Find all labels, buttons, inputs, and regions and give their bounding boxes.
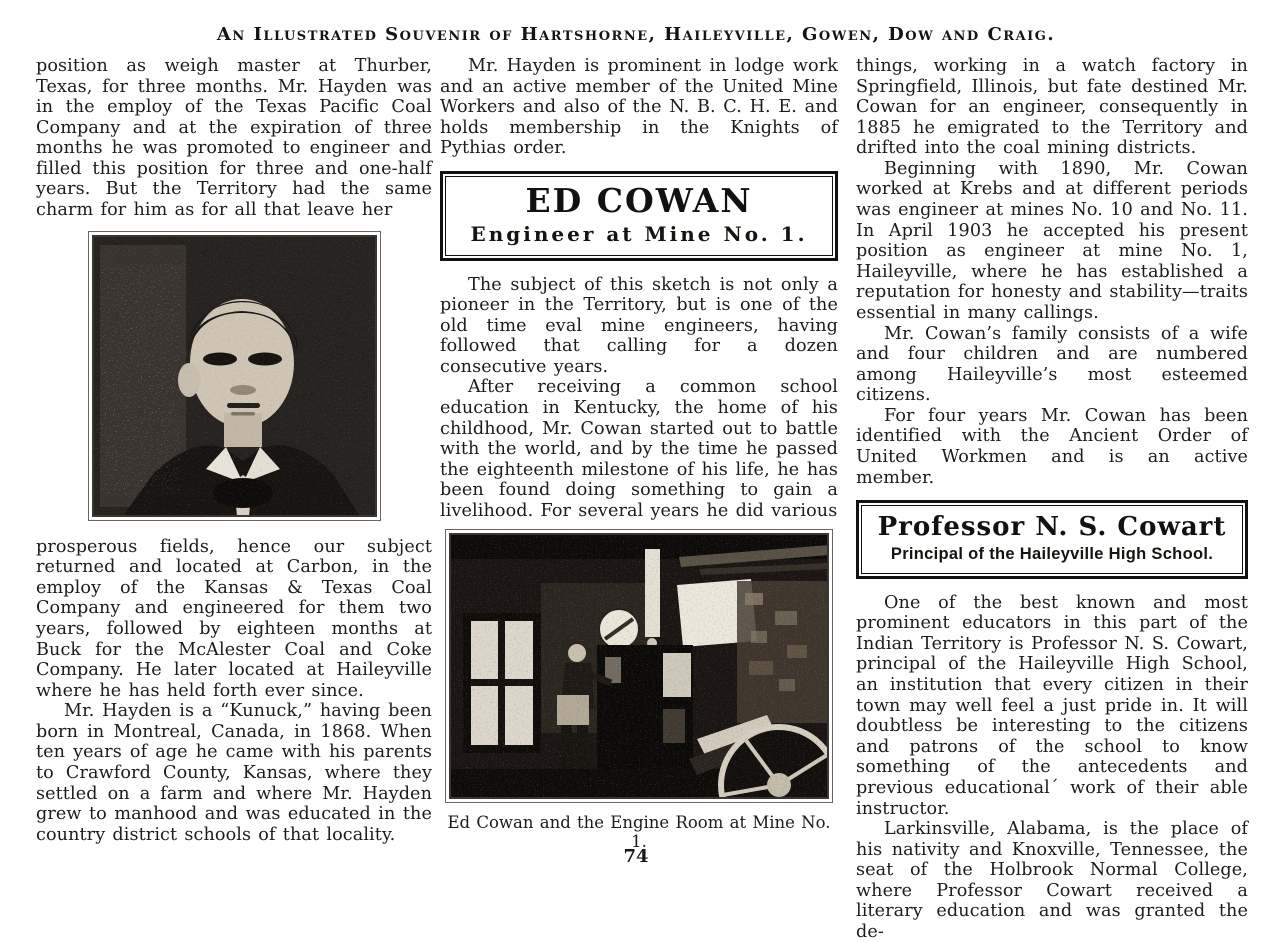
- portrait-photo-frame: [88, 231, 381, 521]
- cowart-headline-inner: [861, 505, 1243, 574]
- paragraph-cowan-kentucky: After receiving a common school education in Kentucky, the home of his childhood, Mr. Cowan started out to battle with the world, and by the time he passed the eighteenth milestone of his life, he has been found doing something to gain a livelihood. For several years he did various: [440, 377, 838, 521]
- ed-cowan-headline-inner: [445, 176, 833, 256]
- right-column: [856, 56, 1248, 943]
- hayden-portrait-photo: [88, 231, 381, 521]
- page-header-title: An Illustrated Souvenir of Hartshorne, Haileyville, Gowen, Dow and Craig.: [216, 24, 1056, 45]
- paragraph-hayden-lodge: Mr. Hayden is prominent in lodge work and an active member of the United Mine Workers and also of the N. B. C. H. E. and holds membership in the Knights of Pythias order.: [440, 56, 838, 159]
- paragraph-hayden-carbon: prosperous fields, hence our subject returned and located at Carbon, in the employ of the Kansas & Texas Coal Company and engineered for them two years, followed by eighteen months at Buck for the McAlester Coal and Coke Company. He later located at Haileyville where he has held forth ever since.: [36, 536, 432, 701]
- page-number: 74: [623, 846, 649, 867]
- paragraph-hayden-thurber: position as weigh master at Thurber, Texas, for three months. Mr. Hayden was in the employ of the Texas Pacific Coal Company and at the expiration of three months he was promoted to engineer and filled this position for three and one-half years. But the Territory had the same charm for him as for all that leave her: [36, 56, 432, 221]
- ed-cowan-title: ED COWAN: [525, 180, 753, 220]
- paragraph-cowan-workmen: For four years Mr. Cowan has been identified with the Ancient Order of United Workmen and is an active member.: [856, 405, 1248, 488]
- engine-room-photo: [445, 529, 833, 803]
- paragraph-cowart-larkinsville: Larkinsville, Alabama, is the place of his nativity and Knoxville, Tennessee, the seat of the Holbrook Normal College, where Professor Cowart received a literary education and was granted the de-: [856, 819, 1248, 942]
- paragraph-cowan-sketch: The subject of this sketch is not only a pioneer in the Territory, but is one of the old time eval mine engineers, having followed that calling for a dozen consecutive years.: [440, 274, 838, 377]
- paragraph-hayden-kunuck: Mr. Hayden is a “Kunuck,” having been born in Montreal, Canada, in 1868. When ten years of age he came with his parents to Crawford County, Kansas, where they settled on a farm and where Mr. Hayden grew to manhood and was educated in the country district schools of that locality.: [36, 701, 432, 845]
- cowart-subtitle: Principal of the Haileyville High School.: [890, 544, 1214, 563]
- middle-column: [440, 56, 838, 851]
- cowart-title: Professor N. S. Cowart: [877, 512, 1227, 543]
- ed-cowan-headline-box: [440, 171, 838, 261]
- portrait-halftone-image: [92, 235, 377, 517]
- ed-cowan-subtitle: Engineer at Mine No. 1.: [470, 221, 808, 246]
- cowart-headline-box: [856, 500, 1248, 579]
- engine-photo-frame: [445, 529, 833, 803]
- engine-room-caption: Ed Cowan and the Engine Room at Mine No. 1.: [447, 813, 831, 852]
- left-column: [36, 56, 432, 845]
- engine-room-halftone-image: [449, 533, 829, 799]
- paragraph-cowan-family: Mr. Cowan’s family consists of a wife and four children and are numbered among Haileyville’s most esteemed citizens.: [856, 323, 1248, 406]
- paragraph-cowan-krebs: Beginning with 1890, Mr. Cowan worked at Krebs and at different periods was engineer at mines No. 10 and No. 11. In April 1903 he accepted his present position as engineer at mine No. 1, Haileyville, where he has established a reputation for honesty and stability—traits essential in many callings.: [856, 158, 1248, 323]
- paragraph-cowart-educator: One of the best known and most prominent educators in this part of the Indian Territory is Professor N. S. Cowart, principal of the Haileyville High School, an institution that every citizen in their town may well feel a just pride in. It will doubtless be interesting to the citizens and patrons of the school to know something of the antecedents and previous educational´ work of their able instructor.: [856, 592, 1248, 819]
- paragraph-cowan-watch-factory: things, working in a watch factory in Springfield, Illinois, but fate destined Mr. Cowan for an engineer, consequently in 1885 he emigrated to the Territory and drifted into the coal mining districts.: [856, 56, 1248, 159]
